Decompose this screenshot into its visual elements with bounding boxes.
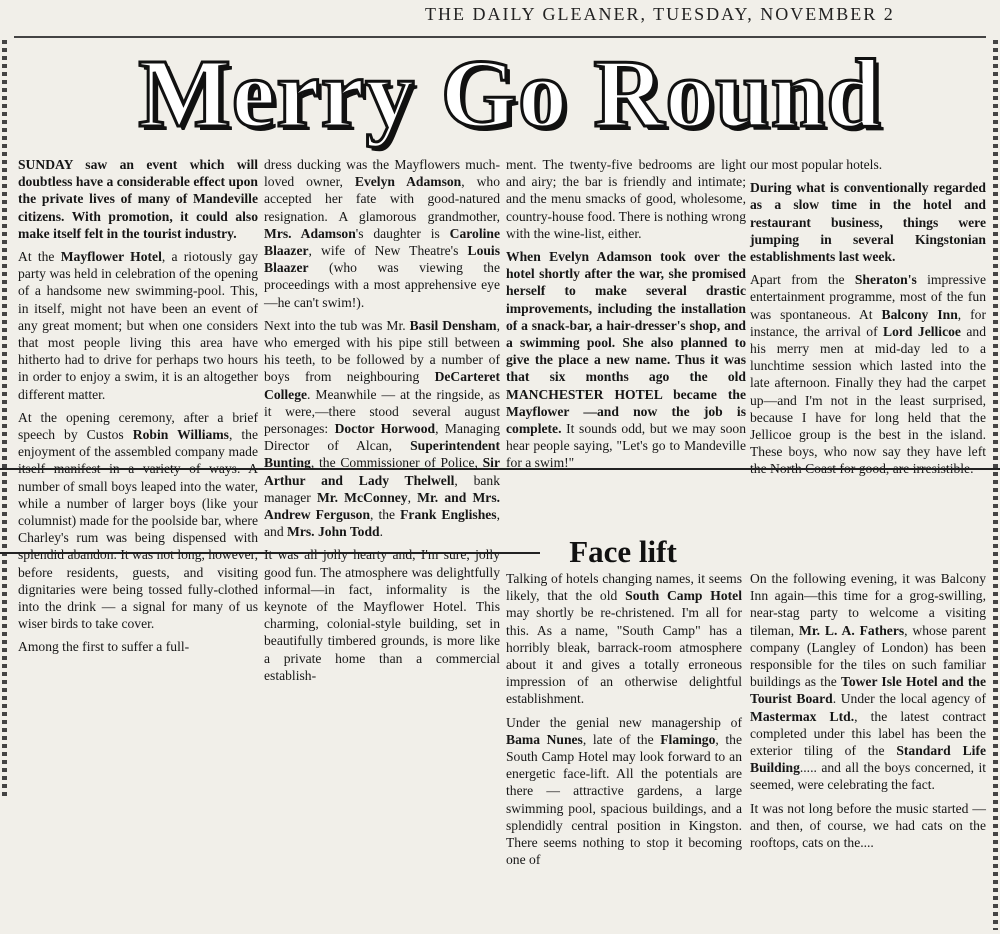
column-1 (18, 156, 258, 662)
paragraph: It was all jolly hearty and, I'm sure, jolly good fun. The atmosphere was delightfully informal—in fact, informality is the keynote of the Mayflower Hotel. This charming, colonial-style building, set in beautifully timbered grounds, is more like a private home than a commercial establish- (264, 547, 500, 683)
paragraph: our most popular hotels. (750, 157, 883, 172)
fold-line (0, 552, 540, 554)
paragraph: On the following evening, it was Balcony Inn again—this time for a grog-swilling, near-stag party to welcome a visiting tileman, Mr. L. A. Fathers, whose parent company (Langley of London) has been responsible for the tiles on such familiar buildings as the Tower Isle Hotel and the Tourist Board. Under the local agency of Mastermax Ltd., the latest contract completed under this label has been the exterior tiling of the Standard Life Building..... and all the boys concerned, it seemed, were celebrating the fact. (750, 571, 987, 793)
paragraph: When Evelyn Adamson took over the hotel shortly after the war, she promised herself to make several drastic improvements, including the installation of a snack-bar, a hair-dresser's shop, and a swimming pool. She also planned to give the place a new name. Thus it was that six months ago the old MANCHESTER HOTEL became the Mayflower —and now the job is complete. It sounds odd, but we may soon hear people saying, "Let's go to Mandeville for a swim!" (506, 249, 746, 471)
column-2 (264, 156, 500, 690)
paragraph: Talking of hotels changing names, it seems likely, that the old South Camp Hotel may shortly be re-christened. I'm all for this. As a name, "South Camp" has a horribly bleak, barrack-room atmosphere about it and gives a totally erroneous impression of an otherwise delightful establishment. (506, 571, 742, 707)
fold-line (0, 468, 1000, 470)
lead-paragraph: SUNDAY saw an event which will doubtless have a considerable effect upon the private lives of many of Mandeville citizens. With promotion, it could also make itself felt in the tourist industry. (18, 157, 258, 241)
paragraph: During what is conventionally regarded as a slow time in the hotel and restaurant business, things were jumping in several Kingstonian establishments last week. (750, 180, 986, 265)
headline: Merry Go Round (138, 40, 882, 148)
column-3-lower (506, 570, 742, 874)
paragraph: ment. The twenty-five bedrooms are light and airy; the bar is friendly and intimate; and the menu smacks of good, wholesome, country-house food. There is nothing wrong with the wine-list, either. (506, 157, 746, 241)
paragraph: Under the genial new managership of Bama Nunes, late of the Flamingo, the South Camp Hotel may look forward to an energetic face-lift. All the potentials are there — attractive gardens, a large swimming pool, spacious buildings, and a splendidly central position in Kingston. There seems nothing to stop it becoming one of (506, 714, 743, 868)
paragraph: At the Mayflower Hotel, a riotously gay party was held in celebration of the opening of a handsome new swimming-pool. This, in itself, might not have been an event of any great moment; but when one considers that most people living this area have hitherto had to drive for perhaps two hours in order to enjoy a swim, it is an altogether different matter. (18, 249, 258, 402)
left-border (2, 40, 7, 800)
masthead: THE DAILY GLEANER, TUESDAY, NOVEMBER 2 (425, 4, 895, 24)
right-border (993, 40, 998, 930)
column-3 (506, 156, 746, 478)
paragraph: Apart from the Sheraton's impressive entertainment programme, most of the fun was spontaneous. At Balcony Inn, for instance, the arrival of Lord Jellicoe and his merry men at mid-day led to a lunchtime session which lasted into the late afternoon. Finally they had the carpet up—and I'm not in the least surprised, because I have for long held that the Jellicoe group is the best in the island. These boys, who now say they have left the North Coast for good, are irresistible. (750, 272, 987, 477)
paragraph: Among the first to suffer a full- (18, 639, 190, 655)
paragraph: dress ducking was the Mayflowers much-loved owner, Evelyn Adamson, who accepted her fate with good-natured resignation. A glamorous grandmother, Mrs. Adamson's daughter is Caroline Blaazer, wife of New Theatre's Louis Blaazer (who was viewing the proceedings with a most apprehensive eye —he can't swim!). (264, 157, 500, 310)
subhead: Face lift (569, 534, 677, 569)
paragraph: Next into the tub was Mr. Basil Densham, who emerged with his pipe still between his teeth, to be followed by a number of boys from neighbouring DeCarteret College. Meanwhile — at the ringside, as it were,—there stood several august personages: Doctor Horwood, Managing Director of Alcan, Superintendent Bunting, the Commissioner of Police, Sir Arthur and Lady Thelwell, bank manager Mr. McConney, Mr. and Mrs. Andrew Ferguson, the Frank Englishes, and Mrs. John Todd. (264, 317, 501, 540)
paragraph: At the opening ceremony, after a brief speech by Custos Robin Williams, the enjoyment of the assembled company made itself manifest in a variety of ways. A number of small boys leaped into the water, while a number of larger boys (like your columnist) made for the poolside bar, where Charley's rum was being dispensed with splendid abandon. It was not long, however, before residents, guests, and visiting dignitaries were being tossed fully-clothed into the drink — a signal for many of us wiser birds to take cover. (18, 409, 259, 632)
column-4 (750, 156, 986, 484)
paragraph: It was not long before the music started — and then, of course, we had cats on the rooftops, cats on the.... (750, 800, 986, 851)
column-4-lower (750, 570, 986, 857)
